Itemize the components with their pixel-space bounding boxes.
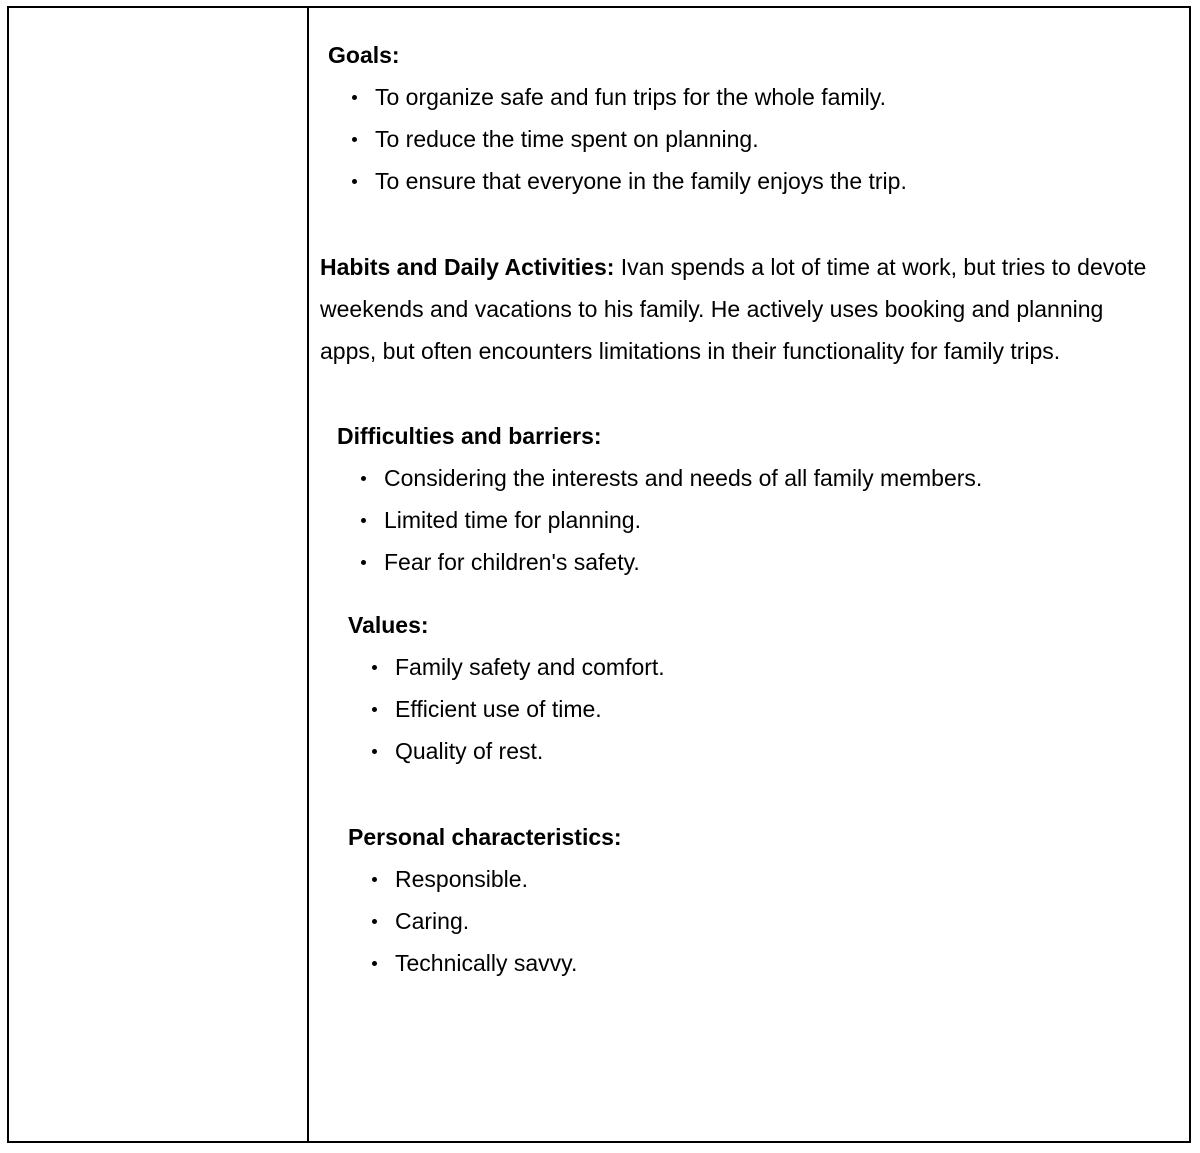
bullet-item: To reduce the time spent on planning. xyxy=(328,118,1152,160)
bullet-item: To ensure that everyone in the family enjoys the trip. xyxy=(328,160,1152,202)
difficulties-section xyxy=(337,415,1152,583)
goals-list xyxy=(328,76,1152,202)
bullet-item: Technically savvy. xyxy=(348,942,1152,984)
habits-heading: Habits and Daily Activities: xyxy=(320,254,615,280)
habits-text: Ivan spends a lot of time at work, but tries to devote weekends and vacations to his family. He actively uses booking and planning apps, but often encounters limitations in their functionality for family trips. xyxy=(320,254,1147,364)
difficulties-heading: Difficulties and barriers: xyxy=(337,423,602,449)
bullet-item: Responsible. xyxy=(348,858,1152,900)
bullet-item: Caring. xyxy=(348,900,1152,942)
bullet-item: Considering the interests and needs of all family members. xyxy=(337,457,1082,499)
persona-content-cell xyxy=(309,8,1189,1141)
difficulties-list xyxy=(337,457,1082,583)
persona-table xyxy=(7,6,1191,1143)
persona-empty-cell xyxy=(9,8,309,1141)
goals-heading: Goals: xyxy=(328,42,400,68)
values-section xyxy=(348,604,1152,772)
bullet-item: Efficient use of time. xyxy=(348,688,1152,730)
values-heading: Values: xyxy=(348,612,429,638)
bullet-item: To organize safe and fun trips for the whole family. xyxy=(328,76,1152,118)
bullet-item: Quality of rest. xyxy=(348,730,1152,772)
values-list xyxy=(348,646,1152,772)
personal-characteristics-list xyxy=(348,858,1152,984)
habits-section xyxy=(320,246,1152,372)
personal-characteristics-heading: Personal characteristics: xyxy=(348,824,622,850)
personal-characteristics-section xyxy=(348,816,1152,984)
goals-section xyxy=(328,34,1152,202)
bullet-item: Family safety and comfort. xyxy=(348,646,1152,688)
habits-paragraph xyxy=(320,246,1152,372)
bullet-item: Fear for children's safety. xyxy=(337,541,1082,583)
bullet-item: Limited time for planning. xyxy=(337,499,1082,541)
